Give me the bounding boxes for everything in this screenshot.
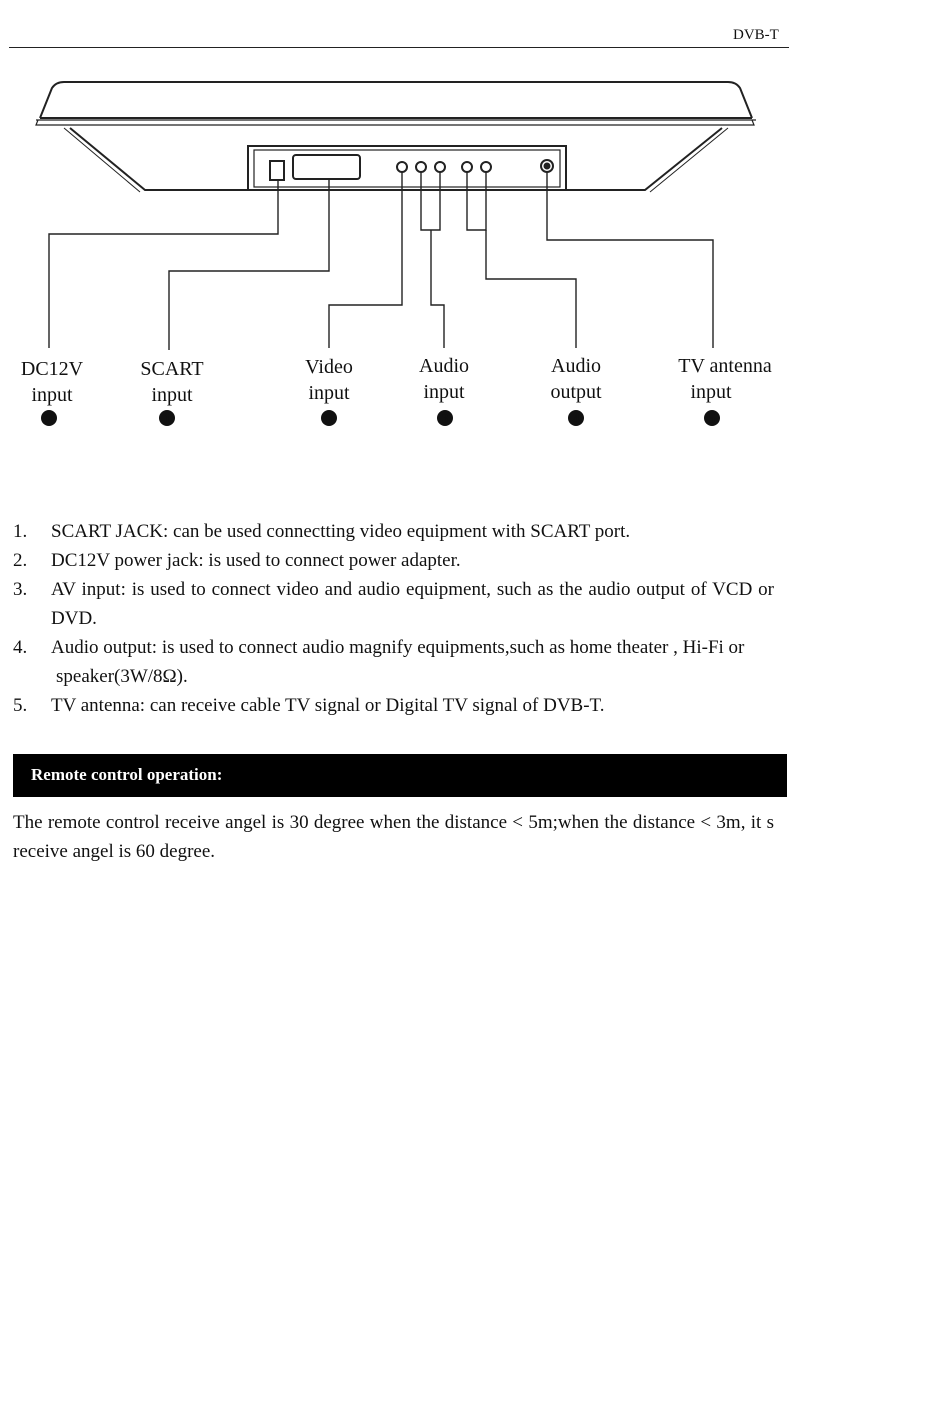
list-item (13, 575, 774, 633)
list-item-number: 3. (13, 579, 28, 600)
label-video-line2: input (308, 382, 350, 404)
label-antenna-line2: input (690, 381, 732, 403)
tv-body-outline (36, 82, 756, 192)
list-item-number: 2. (13, 550, 28, 571)
scart-port-icon (293, 155, 360, 179)
label-scart-line1: SCART (140, 358, 204, 380)
list-item-number: 1. (13, 521, 28, 542)
list-item-text: Audio output: is used to connect audio magnify equipments,such as home theater , Hi-Fi or (51, 637, 745, 658)
label-dc12v-line1: DC12V (20, 358, 84, 380)
list-item-text: SCART JACK: can be used connectting video equipment with SCART port. (51, 521, 631, 542)
badge-antenna-number: 5 (708, 412, 716, 427)
section-header-bar (13, 754, 787, 797)
badge-audio-in-number: 3 (441, 412, 449, 427)
number-badges (41, 410, 720, 427)
connector-panel (248, 146, 566, 190)
label-audio-in-line2: input (423, 381, 465, 403)
list-item-text: DC12V power jack: is used to connect power adapter. (51, 550, 461, 571)
video-jack-icon (397, 162, 407, 172)
connector-description-list (13, 517, 774, 720)
page-header-title: DVB-T (733, 27, 779, 43)
section-title: Remote control operation: (31, 765, 223, 784)
header-divider (9, 47, 789, 48)
remote-control-paragraph: The remote control receive angel is 30 degree when the distance < 5m;when the distance < 3m, it s receive angel is 60 degree. (13, 812, 774, 862)
dc-jack-icon (270, 161, 284, 180)
label-scart-line2: input (151, 384, 193, 406)
audio-out-right-icon (481, 162, 491, 172)
label-video-line1: Video (305, 356, 353, 378)
list-item-number: 4. (13, 637, 28, 658)
list-item-continuation: speaker(3W/8Ω). (56, 666, 188, 687)
list-item (13, 691, 774, 720)
label-audio-in-line1: Audio (419, 355, 469, 377)
list-item (13, 517, 774, 546)
badge-scart-number: 1 (163, 412, 171, 427)
badge-video-number: 3 (325, 412, 333, 427)
audio-in-right-icon (435, 162, 445, 172)
list-item-number: 5. (13, 695, 28, 716)
list-item-text: AV input: is used to connect video and audio equipment, such as the audio output of VCD or DVD. (51, 579, 774, 629)
list-item-text: TV antenna: can receive cable TV signal or Digital TV signal of DVB-T. (51, 695, 605, 716)
port-labels (21, 355, 772, 406)
badge-audio-out-number: 4 (572, 412, 580, 427)
label-antenna-line1: TV antenna (678, 355, 772, 377)
audio-in-left-icon (416, 162, 426, 172)
list-item (13, 633, 774, 691)
tv-rear-panel-diagram (0, 70, 800, 450)
leader-lines (49, 172, 713, 350)
label-audio-out-line2: output (550, 381, 602, 403)
label-dc12v-line2: input (31, 384, 73, 406)
list-item (13, 546, 774, 575)
audio-out-left-icon (462, 162, 472, 172)
label-audio-out-line1: Audio (551, 355, 601, 377)
badge-dc12v-number: 2 (45, 412, 53, 427)
